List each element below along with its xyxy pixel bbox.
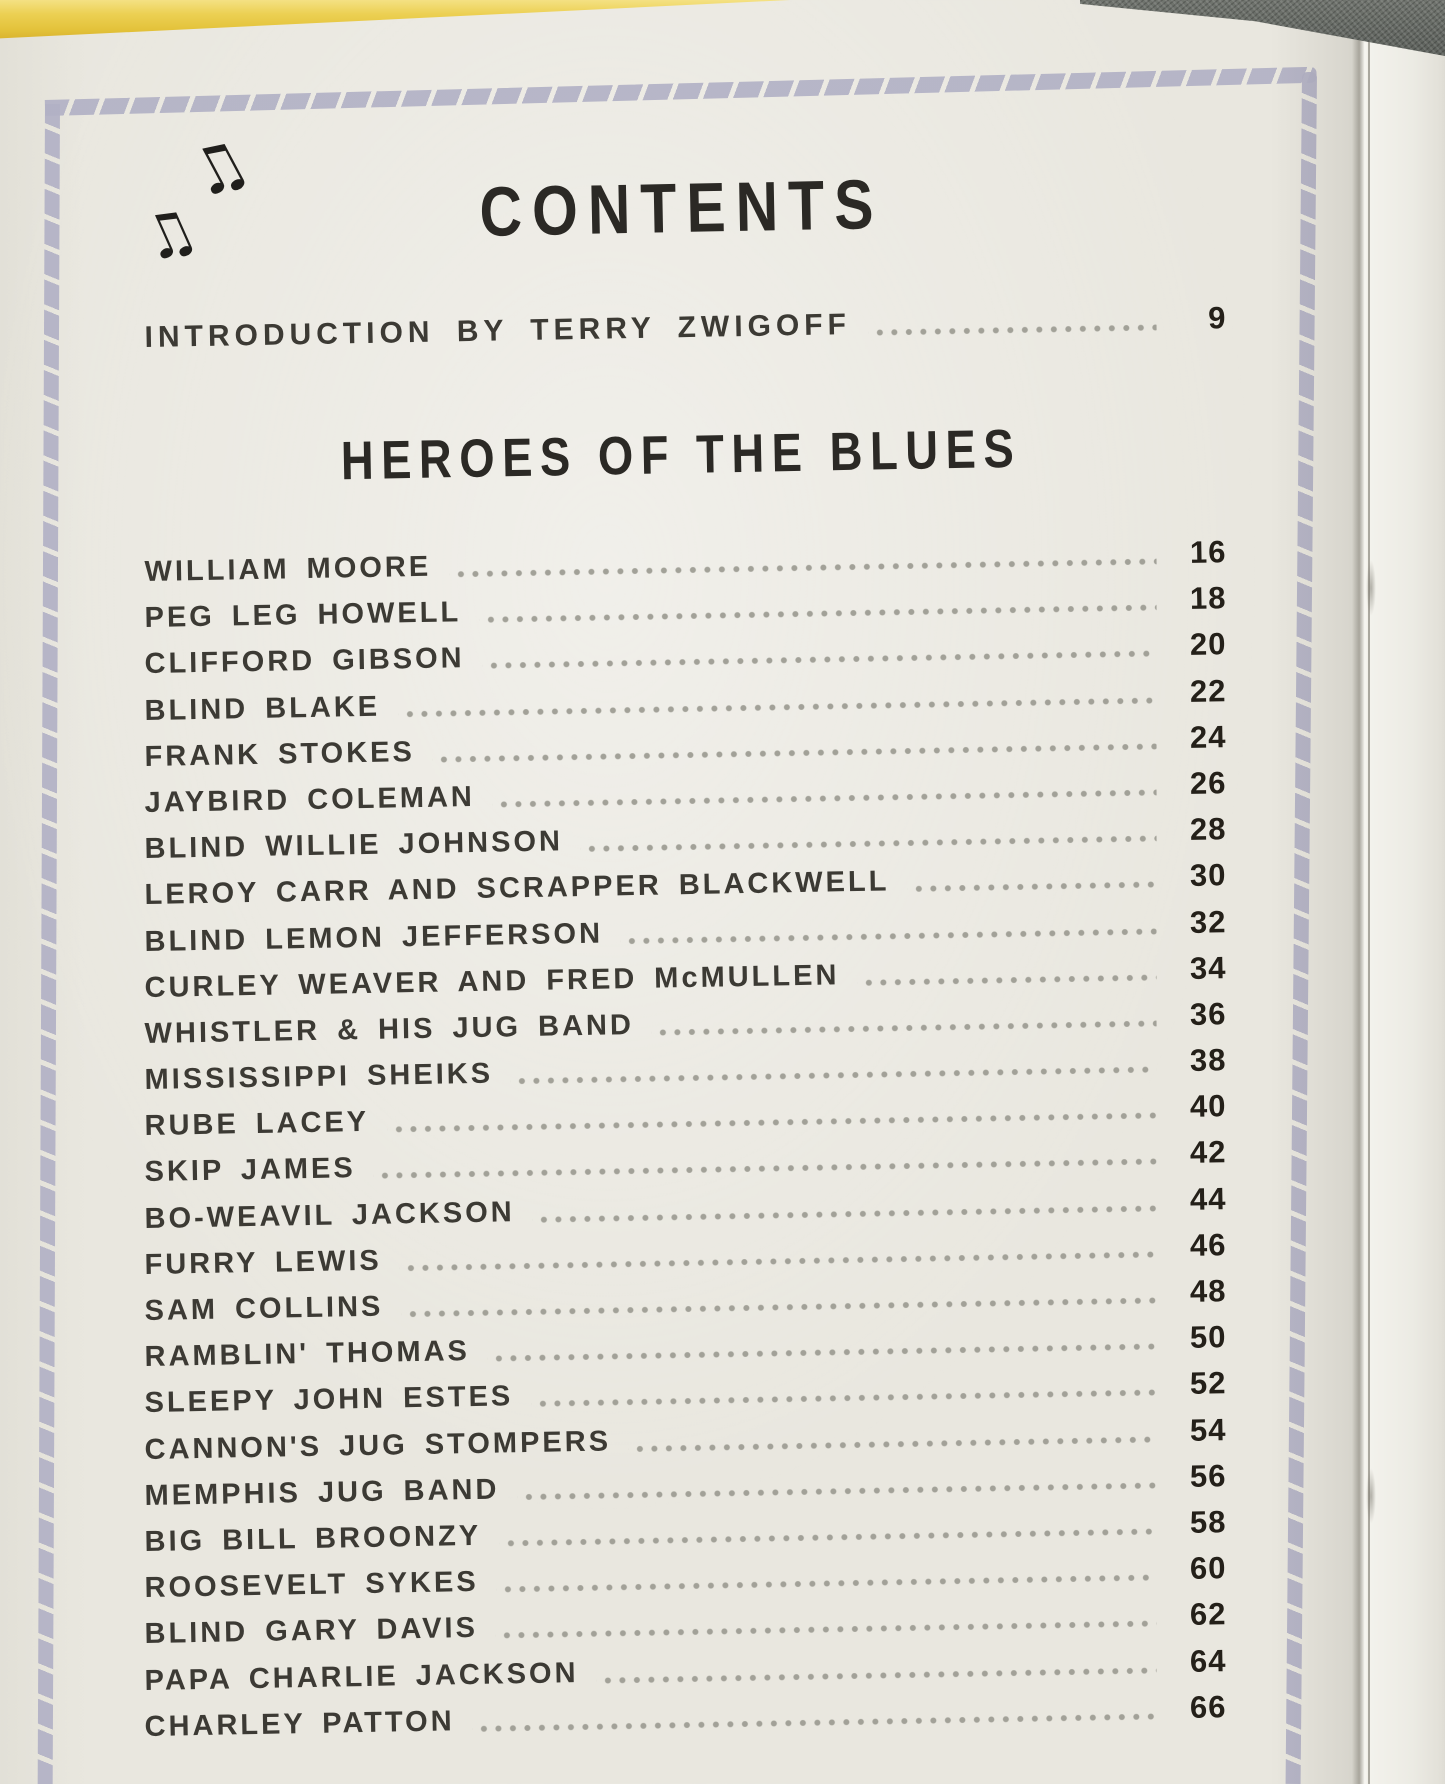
toc-entry-name: BLIND LEMON JEFFERSON bbox=[144, 917, 604, 958]
page-edge-bump bbox=[1366, 560, 1376, 616]
toc-entry-name: WILLIAM MOORE bbox=[144, 550, 432, 589]
dot-leader bbox=[398, 695, 1157, 719]
toc-entry-name: FURRY LEWIS bbox=[144, 1244, 383, 1282]
toc-entry-name: RAMBLIN' THOMAS bbox=[144, 1335, 471, 1374]
toc-entry-name: ROOSEVELT SYKES bbox=[144, 1566, 479, 1605]
toc-entry-name: JAYBIRD COLEMAN bbox=[144, 781, 476, 820]
toc-entry-name: BLIND GARY DAVIS bbox=[144, 1612, 479, 1651]
dot-leader bbox=[433, 741, 1157, 764]
toc-entry-page: 54 bbox=[1189, 1411, 1227, 1448]
toc-entry-page: 52 bbox=[1189, 1365, 1227, 1402]
dot-leader bbox=[511, 1065, 1157, 1087]
dot-leader bbox=[531, 1388, 1156, 1409]
toc-entry-name: LEROY CARR AND SCRAPPER BLACKWELL bbox=[144, 865, 890, 912]
toc-entry-name: PEG LEG HOWELL bbox=[144, 596, 462, 635]
toc-entry-page: 46 bbox=[1189, 1227, 1227, 1263]
toc-entry-page: 56 bbox=[1189, 1458, 1227, 1494]
dot-leader bbox=[497, 1573, 1157, 1595]
dot-leader bbox=[479, 603, 1156, 625]
toc-entry-page: 16 bbox=[1189, 534, 1227, 571]
toc-entry-page: 58 bbox=[1189, 1504, 1227, 1540]
dot-leader bbox=[597, 1665, 1157, 1685]
toc-list bbox=[144, 534, 1227, 1749]
toc-entry-page: 22 bbox=[1189, 672, 1227, 709]
toc-entry-page: 32 bbox=[1189, 903, 1227, 940]
toc-entry-page: 44 bbox=[1189, 1180, 1227, 1217]
toc-entry-name: BIG BILL BROONZY bbox=[144, 1519, 482, 1559]
dot-leader bbox=[629, 1434, 1157, 1454]
toc-entry-page: 36 bbox=[1189, 996, 1227, 1032]
dot-leader bbox=[907, 880, 1156, 895]
page-title-text: CONTENTS bbox=[478, 165, 884, 251]
toc-entry-page: 40 bbox=[1189, 1088, 1227, 1125]
toc-entry-page: 26 bbox=[1189, 765, 1227, 801]
toc-entry-page: 18 bbox=[1189, 580, 1227, 617]
toc-entry-name: BLIND BLAKE bbox=[144, 690, 381, 727]
toc-entry-name: PAPA CHARLIE JACKSON bbox=[144, 1656, 579, 1697]
toc-entry-page: 20 bbox=[1189, 626, 1227, 663]
toc-entry-page: 30 bbox=[1189, 857, 1227, 894]
toc-entry-name: CURLEY WEAVER AND FRED McMULLEN bbox=[144, 959, 840, 1004]
toc-entry-page: 64 bbox=[1189, 1642, 1227, 1679]
dot-leader bbox=[449, 557, 1156, 580]
toc-entry-name: CANNON'S JUG STOMPERS bbox=[144, 1425, 612, 1466]
dot-leader bbox=[857, 972, 1156, 987]
toc-entry-page: 38 bbox=[1189, 1042, 1227, 1079]
dot-leader bbox=[533, 1203, 1157, 1224]
toc-entry-page: 60 bbox=[1189, 1550, 1227, 1587]
toc-entry-name: CLIFFORD GIBSON bbox=[144, 642, 465, 681]
toc-entry-page: 28 bbox=[1189, 811, 1227, 848]
toc-entry-name: CHARLEY PATTON bbox=[144, 1705, 455, 1743]
toc-entry-name: SLEEPY JOHN ESTES bbox=[144, 1380, 514, 1420]
dot-leader bbox=[652, 1019, 1157, 1038]
toc-entry-page: 66 bbox=[1189, 1689, 1227, 1725]
dot-leader bbox=[499, 1527, 1156, 1549]
dot-leader bbox=[496, 1619, 1157, 1641]
toc-entry-name: BLIND WILLIE JOHNSON bbox=[144, 825, 564, 866]
toc-entry-name: MEMPHIS JUG BAND bbox=[144, 1473, 500, 1512]
dot-leader bbox=[483, 649, 1157, 671]
section-heading-text: HEROES OF THE BLUES bbox=[340, 418, 1022, 492]
dot-leader bbox=[517, 1480, 1156, 1502]
toc-entry-page: 48 bbox=[1189, 1273, 1227, 1310]
intro-label: INTRODUCTION BY TERRY ZWIGOFF bbox=[144, 308, 852, 355]
toc-entry-page: 50 bbox=[1189, 1319, 1227, 1356]
dot-leader bbox=[581, 834, 1157, 855]
toc-entry-name: WHISTLER & HIS JUG BAND bbox=[144, 1009, 635, 1051]
dot-leader bbox=[473, 1711, 1157, 1734]
intro-row bbox=[144, 296, 1227, 360]
toc-entry-name: MISSISSIPPI SHEIKS bbox=[144, 1057, 494, 1097]
toc-entry-name: SKIP JAMES bbox=[144, 1152, 356, 1189]
intro-page-number: 9 bbox=[1207, 300, 1227, 336]
toc-entry-page: 42 bbox=[1189, 1134, 1227, 1171]
toc-entry-page: 62 bbox=[1189, 1596, 1227, 1633]
toc-entry-page: 24 bbox=[1189, 719, 1227, 755]
page-edge-bump bbox=[1366, 1468, 1376, 1524]
beamed-notes-icon: ♫ bbox=[130, 192, 208, 278]
toc-entry-name: SAM COLLINS bbox=[144, 1290, 384, 1328]
page-fore-edge bbox=[1368, 0, 1445, 1784]
toc-entry-name: BO-WEAVIL JACKSON bbox=[144, 1196, 515, 1235]
toc-entry-page: 34 bbox=[1189, 950, 1227, 986]
dot-leader bbox=[869, 322, 1157, 337]
dot-leader bbox=[488, 1342, 1157, 1364]
dot-leader bbox=[493, 788, 1157, 810]
section-heading bbox=[45, 412, 1318, 497]
toc-entry-name: FRANK STOKES bbox=[144, 735, 416, 773]
dot-leader bbox=[621, 926, 1157, 946]
toc-entry-name: RUBE LACEY bbox=[144, 1106, 370, 1143]
beamed-notes-icon: ♫ bbox=[175, 122, 262, 216]
